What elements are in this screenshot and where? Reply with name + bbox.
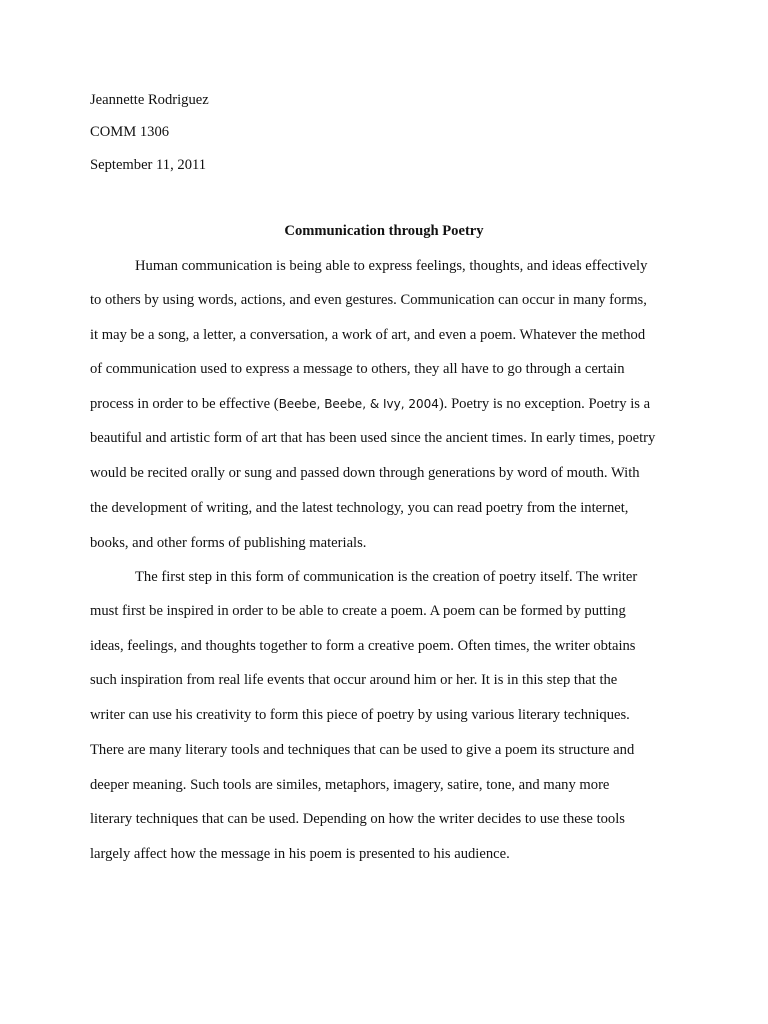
- paragraph-line: The first step in this form of communication is the creation of poetry itself. The writer: [135, 569, 638, 585]
- course-code: COMM 1306: [90, 124, 170, 140]
- paragraph-line: ideas, feelings, and thoughts together to form a creative poem. Often times, the writer obtains: [90, 638, 636, 654]
- paragraph-line: Human communication is being able to express feelings, thoughts, and ideas effectively: [135, 258, 648, 274]
- paragraph-line: deeper meaning. Such tools are similes, metaphors, imagery, satire, tone, and many more: [90, 777, 610, 793]
- author-name: Jeannette Rodriguez: [90, 92, 209, 108]
- paragraph-line: must first be inspired in order to be able to create a poem. A poem can be formed by putting: [90, 603, 626, 619]
- paragraph-line: largely affect how the message in his poem is presented to his audience.: [90, 846, 510, 862]
- paragraph-line: [90, 394, 650, 414]
- document-date: September 11, 2011: [90, 157, 207, 173]
- citation: Beebe, Beebe, & Ivy, 2004: [278, 397, 439, 411]
- paragraph-line: would be recited orally or sung and passed down through generations by word of mouth. With: [90, 465, 640, 481]
- paragraph-line: such inspiration from real life events that occur around him or her. It is in this step that the: [90, 672, 618, 688]
- paragraph-line: the development of writing, and the latest technology, you can read poetry from the internet,: [90, 500, 629, 516]
- paragraph-line: writer can use his creativity to form this piece of poetry by using various literary techniques.: [90, 707, 630, 723]
- essay-title: Communication through Poetry: [284, 223, 484, 239]
- paragraph-line: There are many literary tools and techniques that can be used to give a poem its structure and: [90, 742, 635, 758]
- paragraph-line: it may be a song, a letter, a conversation, a work of art, and even a poem. Whatever the method: [90, 327, 646, 343]
- paragraph-line: to others by using words, actions, and even gestures. Communication can occur in many forms,: [90, 292, 647, 308]
- paragraph-line: literary techniques that can be used. Depending on how the writer decides to use these tools: [90, 811, 625, 827]
- paragraph-text: process in order to be effective (: [90, 396, 279, 412]
- paragraph-text: ). Poetry is no exception. Poetry is a: [438, 396, 651, 412]
- paragraph-line: of communication used to express a message to others, they all have to go through a certain: [90, 361, 625, 377]
- paragraph-line: beautiful and artistic form of art that has been used since the ancient times. In early times, poetry: [90, 430, 656, 446]
- paragraph-line: books, and other forms of publishing materials.: [90, 535, 367, 551]
